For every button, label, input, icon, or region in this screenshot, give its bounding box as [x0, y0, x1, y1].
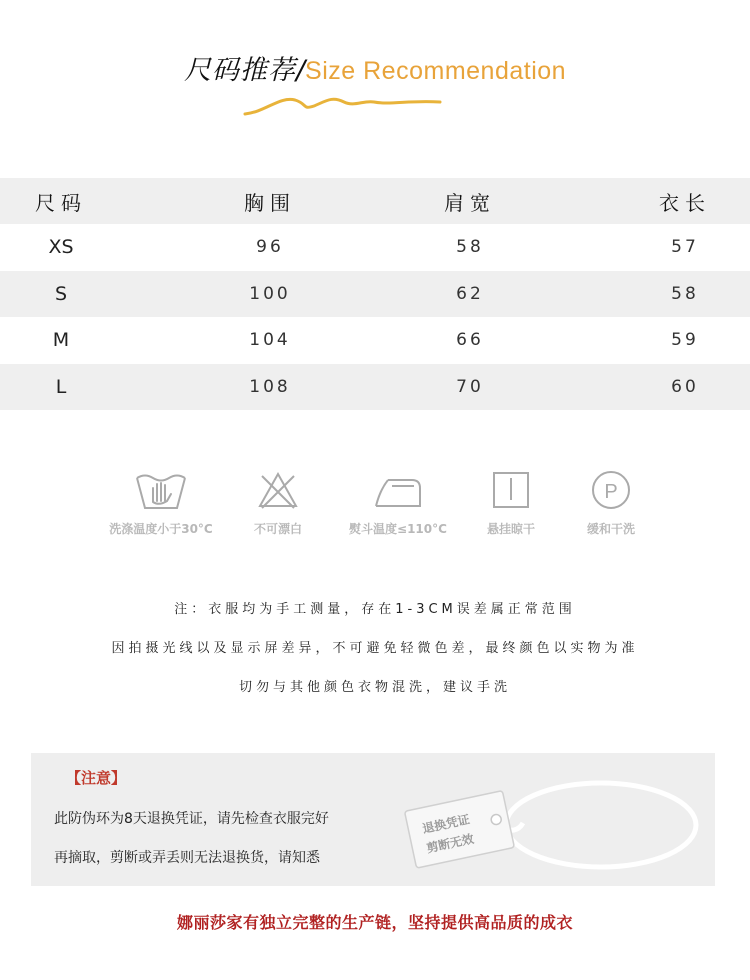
iron-icon	[370, 468, 426, 512]
svg-text:P: P	[604, 481, 618, 503]
care-label: 洗涤温度小于30°C	[109, 522, 213, 536]
anti-counterfeit-tag-icon	[401, 765, 701, 880]
table-row	[0, 271, 750, 318]
table-row	[0, 224, 750, 271]
care-label: 悬挂晾干	[486, 522, 535, 536]
hang-dry-icon	[483, 468, 539, 512]
header-shoulder: 肩宽	[444, 190, 496, 215]
notice-title: 【注意】	[66, 769, 127, 787]
title-chinese: 尺码推荐	[183, 55, 296, 86]
chest-cell: 96	[256, 237, 284, 258]
table-row	[0, 317, 750, 364]
dry-clean-icon	[583, 468, 639, 512]
length-cell: 57	[671, 237, 699, 258]
length-cell: 59	[671, 330, 699, 351]
note-line: 切勿与其他颜色衣物混洗，建议手洗	[238, 680, 511, 695]
header-length: 衣长	[659, 190, 711, 215]
no-bleach-icon	[250, 468, 306, 512]
squiggle-decoration	[240, 90, 445, 120]
notice-line: 此防伪环为8天退换凭证，请先检查衣服完好	[54, 811, 329, 827]
shoulder-cell: 66	[456, 330, 484, 351]
table-row	[0, 364, 750, 411]
notice-box	[31, 753, 715, 886]
table-header-row	[0, 178, 750, 224]
notes-section	[0, 600, 750, 717]
chest-cell: 104	[249, 330, 291, 351]
size-cell: M	[52, 329, 70, 352]
notice-line: 再摘取，剪断或弄丢则无法退换货，请知悉	[54, 850, 320, 866]
care-label: 熨斗温度≤110°C	[349, 522, 447, 536]
tag-text-line1: 退换凭证	[421, 812, 472, 836]
footer-slogan: 娜丽莎家有独立完整的生产链，坚持提供高品质的成衣	[176, 913, 573, 932]
title-slash: /	[295, 55, 306, 86]
title-english: Size Recommendation	[305, 57, 567, 85]
care-item	[546, 468, 676, 537]
note-line: 注：衣服均为手工测量，存在1-3CM误差属正常范围	[174, 602, 576, 617]
chest-cell: 100	[249, 283, 291, 304]
chest-cell: 108	[249, 376, 291, 397]
care-instructions	[0, 468, 750, 558]
tag-text-line2: 剪断无效	[425, 831, 476, 856]
size-cell: XS	[48, 236, 74, 259]
note-line: 因拍摄光线以及显示屏差异，不可避免轻微色差，最终颜色以实物为准	[111, 641, 639, 656]
header-chest: 胸围	[244, 190, 296, 215]
header-size: 尺码	[35, 190, 87, 215]
care-label: 缓和干洗	[586, 522, 635, 536]
hand-wash-icon	[133, 468, 189, 512]
length-cell: 58	[671, 283, 699, 304]
size-cell: L	[55, 375, 67, 398]
care-item	[213, 468, 343, 537]
size-table	[0, 178, 750, 410]
care-label: 不可漂白	[253, 522, 302, 536]
size-cell: S	[54, 282, 68, 305]
length-cell: 60	[671, 376, 699, 397]
care-item	[333, 468, 463, 537]
page-title	[0, 48, 750, 87]
shoulder-cell: 58	[456, 237, 484, 258]
shoulder-cell: 70	[456, 376, 484, 397]
shoulder-cell: 62	[456, 283, 484, 304]
care-item	[96, 468, 226, 537]
